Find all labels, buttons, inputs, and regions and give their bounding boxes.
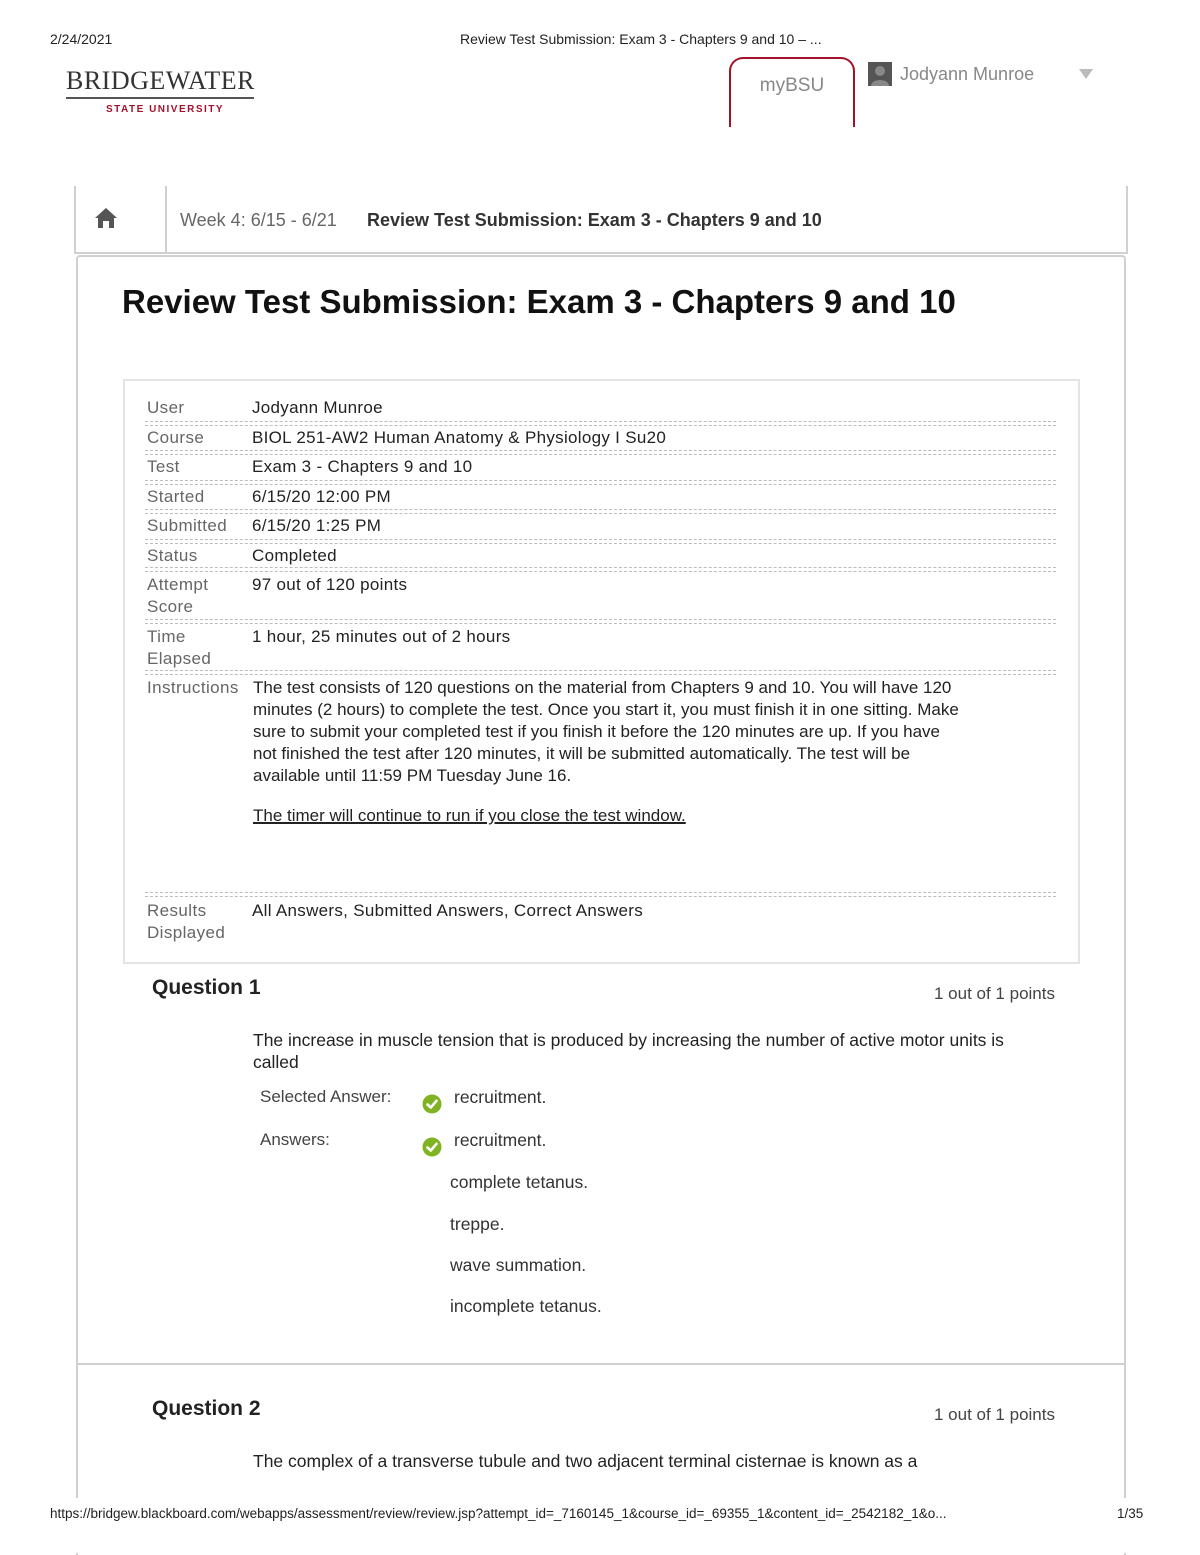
- selected-answer: recruitment.: [454, 1087, 547, 1107]
- row-divider: [145, 567, 1056, 572]
- row-divider: [145, 450, 1056, 455]
- results-value: All Answers, Submitted Answers, Correct Answers: [252, 901, 644, 920]
- test-label: Test: [147, 457, 180, 476]
- instructions-line: The test consists of 120 questions on the material from Chapters 9 and 10. You will have 120: [253, 678, 952, 697]
- row-divider: [145, 892, 1056, 897]
- correct-check-icon: [422, 1137, 442, 1157]
- instructions-text: [253, 677, 1063, 787]
- mybsu-tab-label: myBSU: [759, 75, 825, 96]
- timer-note: The timer will continue to run if you close the test window.: [253, 806, 686, 825]
- question-title: Question 2: [152, 1397, 261, 1420]
- row-divider: [145, 421, 1056, 426]
- print-title: Review Test Submission: Exam 3 - Chapters 9 and 10 – ...: [460, 31, 822, 47]
- score-label: [147, 574, 208, 618]
- breadcrumb-divider: [165, 186, 167, 252]
- instructions-label: Instructions: [147, 678, 239, 697]
- score-label-line1: Attempt: [147, 575, 209, 594]
- question-points: 1 out of 1 points: [934, 1405, 1055, 1424]
- answer-option: treppe.: [450, 1214, 505, 1234]
- print-date: 2/24/2021: [50, 31, 113, 47]
- home-icon[interactable]: [93, 205, 119, 231]
- test-value: Exam 3 - Chapters 9 and 10: [252, 457, 473, 476]
- answer-option: complete tetanus.: [450, 1172, 589, 1192]
- question-text: [253, 1029, 1083, 1073]
- footer-page-number: 1/35: [1117, 1506, 1144, 1521]
- results-label-line1: Results: [147, 901, 207, 920]
- results-label-line2: Displayed: [147, 923, 226, 942]
- instructions-line: available until 11:59 PM Tuesday June 16.: [253, 766, 572, 785]
- logo[interactable]: [66, 66, 256, 115]
- question-points: 1 out of 1 points: [934, 984, 1055, 1003]
- row-divider: [145, 670, 1056, 675]
- time-label-line1: Time: [147, 627, 186, 646]
- row-divider: [145, 619, 1056, 624]
- row-divider: [145, 509, 1056, 514]
- user-value: Jodyann Munroe: [252, 398, 383, 417]
- time-value: 1 hour, 25 minutes out of 2 hours: [252, 627, 511, 646]
- time-label-line2: Elapsed: [147, 649, 212, 668]
- breadcrumb-week-link[interactable]: Week 4: 6/15 - 6/21: [180, 210, 337, 230]
- answer-option: wave summation.: [450, 1255, 587, 1275]
- time-label: [147, 626, 211, 670]
- user-label: User: [147, 398, 185, 417]
- page-title: Review Test Submission: Exam 3 - Chapters 9 and 10: [122, 283, 956, 320]
- user-avatar-icon[interactable]: [868, 62, 892, 86]
- question-text-line: The increase in muscle tension that is produced by increasing the number of active motor units is: [253, 1030, 1004, 1050]
- question-title: Question 1: [152, 976, 261, 999]
- chevron-down-icon[interactable]: [1079, 69, 1093, 79]
- answer-option: recruitment.: [454, 1130, 547, 1150]
- instructions-line: sure to submit your completed test if you finish it before the 120 minutes are up. If you have: [253, 722, 940, 741]
- breadcrumb-current: Review Test Submission: Exam 3 - Chapters 9 and 10: [367, 210, 822, 230]
- logo-rule: [66, 97, 254, 99]
- logo-subtitle: STATE UNIVERSITY: [106, 104, 225, 115]
- answer-option: incomplete tetanus.: [450, 1296, 602, 1316]
- row-divider: [145, 539, 1056, 544]
- results-label: [147, 900, 225, 944]
- question-text-line: called: [253, 1052, 299, 1072]
- status-value: Completed: [252, 546, 337, 565]
- question-separator: [78, 1363, 1124, 1365]
- submitted-label: Submitted: [147, 516, 228, 535]
- answers-label: Answers:: [260, 1130, 330, 1149]
- user-name[interactable]: Jodyann Munroe: [900, 64, 1035, 84]
- course-value: BIOL 251-AW2 Human Anatomy & Physiology I Su20: [252, 428, 667, 447]
- selected-answer-label: Selected Answer:: [260, 1087, 392, 1106]
- row-divider: [145, 480, 1056, 485]
- score-value: 97 out of 120 points: [252, 575, 408, 594]
- status-label: Status: [147, 546, 198, 565]
- course-label: Course: [147, 428, 205, 447]
- submitted-value: 6/15/20 1:25 PM: [252, 516, 382, 535]
- logo-name: BRIDGEWATER: [66, 66, 255, 95]
- instructions-line: not finished the test after 120 minutes, it will be submitted automatically. The test will be: [253, 744, 911, 763]
- footer-url: https://bridgew.blackboard.com/webapps/assessment/review/review.jsp?attempt_id=_7160145_1&course_id=_69355_1&content_id=_2542182_1&o...: [50, 1506, 947, 1521]
- question-text: The complex of a transverse tubule and two adjacent terminal cisternae is known as a: [253, 1451, 918, 1471]
- correct-check-icon: [422, 1094, 442, 1114]
- mybsu-tab[interactable]: [729, 57, 855, 127]
- started-value: 6/15/20 12:00 PM: [252, 487, 392, 506]
- score-label-line2: Score: [147, 597, 194, 616]
- user-silhouette-icon: [868, 62, 892, 86]
- started-label: Started: [147, 487, 205, 506]
- instructions-line: minutes (2 hours) to complete the test. Once you start it, you must finish it in one sitting. Make: [253, 700, 959, 719]
